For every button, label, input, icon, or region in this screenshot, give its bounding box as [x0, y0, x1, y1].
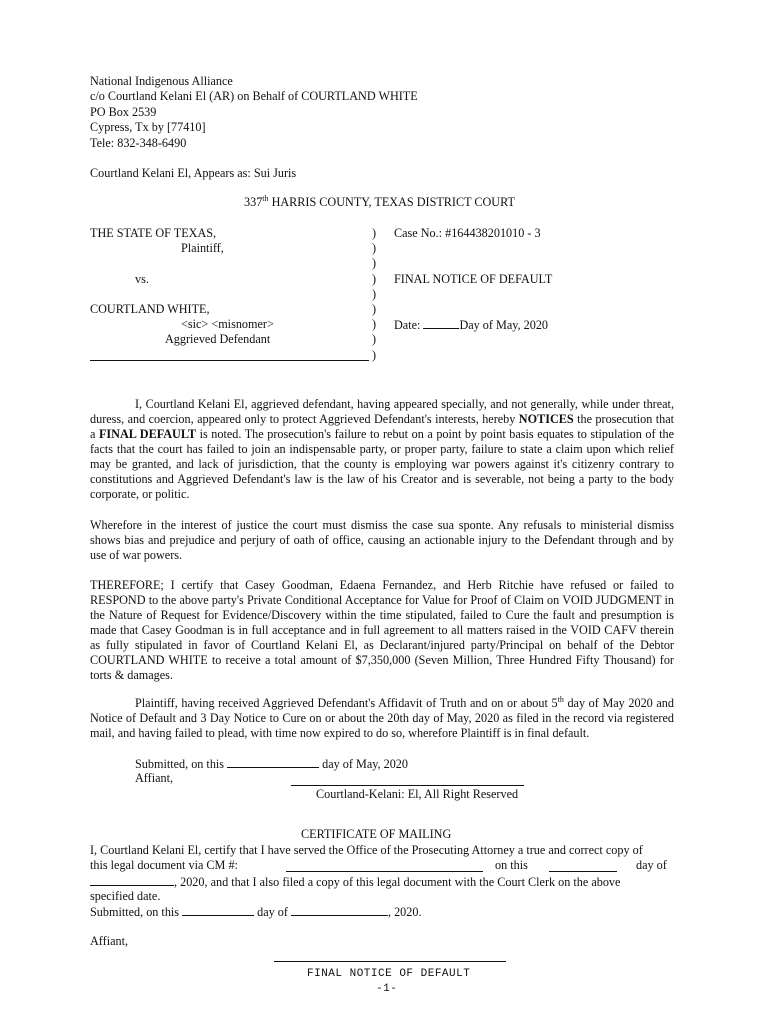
header-po-box: PO Box 2539 — [90, 104, 157, 119]
paren: ) — [372, 271, 377, 286]
caption-parentheses — [372, 226, 376, 363]
versus-label: vs. — [135, 272, 149, 286]
court-name: HARRIS COUNTY, TEXAS DISTRICT COURT — [268, 195, 515, 209]
paragraph-wherefore: Wherefore in the interest of justice the court must dismiss the case sua sponte. Any refusals to ministerial dismiss shows bias and prejudice and perjury of oath of office, causing an actionable injury to the Defendant through and by use of war powers. — [90, 518, 674, 562]
day-of-label: day of — [636, 858, 667, 872]
defendant-note: <sic> <misnomer> — [181, 317, 274, 331]
page-number: -1- — [376, 983, 398, 995]
ordinal-suffix: th — [557, 694, 564, 704]
court-heading — [244, 195, 515, 210]
paren: ) — [372, 256, 377, 271]
paragraph-text: Plaintiff, having received Aggrieved Defendant's Affidavit of Truth and on or about 5 — [135, 696, 558, 710]
plaintiff-role: Plaintiff, — [181, 241, 224, 255]
cert-month-blank — [291, 904, 388, 916]
affiant-label: Affiant, — [135, 771, 174, 785]
paren: ) — [372, 241, 377, 256]
paren: ) — [372, 317, 377, 332]
cm-number-blank — [286, 871, 483, 872]
header-care-of: c/o Courtland Kelani El (AR) on Behalf of COURTLAND WHITE — [90, 89, 418, 104]
sender-header — [90, 74, 418, 151]
footer-title: FINAL NOTICE OF DEFAULT — [307, 968, 471, 980]
caption-rule — [90, 360, 369, 361]
cm-label: this legal document via CM #: — [90, 858, 238, 872]
certificate-line-1: I, Courtland Kelani El, certify that I have served the Office of the Prosecuting Attorney a true and correct copy of — [90, 843, 643, 857]
paragraph-plaintiff-default — [90, 696, 674, 741]
caption-date — [394, 317, 548, 333]
day-blank — [549, 871, 617, 872]
certificate-title: CERTIFICATE OF MAILING — [301, 827, 452, 841]
cert-submitted-a: Submitted, on this — [90, 905, 183, 919]
paren: ) — [372, 286, 377, 301]
paren: ) — [372, 347, 377, 362]
document-title: FINAL NOTICE OF DEFAULT — [394, 272, 553, 286]
paragraph-text: is noted. The prosecution's failure to rebut on a point by point basis equates to stipulation of the facts that the court has failed to join an indispensable party, or proper party, failure to state a claim upon which relief may be granted, and lack of jurisdiction, that the county is employing war powers against it's citizenry contrary to constitutions and Aggrieved Defendant's law is the law of his Creator and is severable, not being a party to the body corporate, or politic. — [90, 427, 674, 501]
certificate-line-3-text: , 2020, and that I also filed a copy of this legal document with the Court Clerk on the above — [174, 875, 621, 889]
certificate-submitted-line — [90, 904, 422, 920]
submitted-day-blank — [227, 756, 319, 768]
certificate-line-3 — [90, 874, 620, 890]
paren: ) — [372, 226, 377, 240]
month-blank — [90, 874, 174, 886]
cert-day-blank — [182, 904, 254, 916]
paren: ) — [372, 302, 377, 317]
defendant-role: Aggrieved Defendant — [165, 332, 271, 346]
plaintiff-name: THE STATE OF TEXAS, — [90, 226, 217, 240]
cert-submitted-c: , 2020. — [387, 905, 422, 919]
submitted-line — [135, 756, 408, 772]
defendant-name: COURTLAND WHITE, — [90, 302, 210, 316]
cert-submitted-b: day of — [254, 905, 291, 919]
on-this-label: on this — [495, 858, 528, 872]
header-org: National Indigenous Alliance — [90, 74, 233, 88]
court-number-suffix: th — [262, 193, 269, 203]
signature-line — [291, 785, 524, 786]
case-number: Case No.: #164438201010 - 3 — [394, 226, 541, 240]
certificate-signature-line — [274, 961, 506, 962]
final-default-emphasis: FINAL DEFAULT — [98, 427, 197, 441]
header-phone: Tele: 832-348-6490 — [90, 135, 187, 150]
paragraph-text: I, Courtland Kelani El, aggrieved defendant, having appeared specially, and not generally, while under threat, duress, and coercion, appeared only to protect Aggrieved Defendant's interests, hereby — [90, 397, 674, 426]
paragraph-text: the prosecution that a — [90, 412, 674, 441]
header-city: Cypress, Tx by [77410] — [90, 120, 206, 135]
paragraph-therefore: THEREFORE; I certify that Casey Goodman, Edaena Fernandez, and Herb Ritchie have refused or failed to RESPOND to the above party's Private Conditional Acceptance for Value for Proof of Claim on VOID JUDGMENT in the Nature of Request for Evidence/Discovery within the time stipulated, failed to Cure the fault and presumption is made that Casey Goodman is in full acceptance and in full agreement to all matters raised in the VOID CAFV therein as fully stipulated in favor of Courtland Kelani El, as Declarant/injured party/Principal on behalf of the Debtor COURTLAND WHITE to receive a total amount of $7,350,000 (Seven Million, Three Hundred Fifty Thousand) for torts & damages. — [90, 578, 674, 682]
submitted-suffix: day of May, 2020 — [319, 757, 408, 771]
submitted-prefix: Submitted, on this — [135, 757, 228, 771]
date-suffix: Day of May, 2020 — [459, 318, 549, 332]
paren: ) — [372, 332, 377, 347]
notices-emphasis: NOTICES — [518, 412, 574, 426]
appearance-line: Courtland Kelani El, Appears as: Sui Juris — [90, 166, 297, 180]
certificate-affiant-label: Affiant, — [90, 934, 129, 948]
paragraph-notice — [90, 397, 674, 502]
certificate-line-4: specified date. — [90, 889, 161, 903]
court-number: 337 — [244, 195, 263, 209]
date-blank — [423, 317, 459, 329]
paragraph-text: day of May 2020 and Notice of Default and 3 Day Notice to Cure on or about the 20th day of May, 2020 as filed in the record via registered mail, and having failed to plead, with time now expired to do so, wherefore Plaintiff is in final default. — [90, 696, 674, 740]
signature-name: Courtland-Kelani: El, All Right Reserved — [316, 787, 519, 801]
certificate-line-2 — [90, 858, 238, 873]
date-prefix: Date: — [394, 318, 424, 332]
